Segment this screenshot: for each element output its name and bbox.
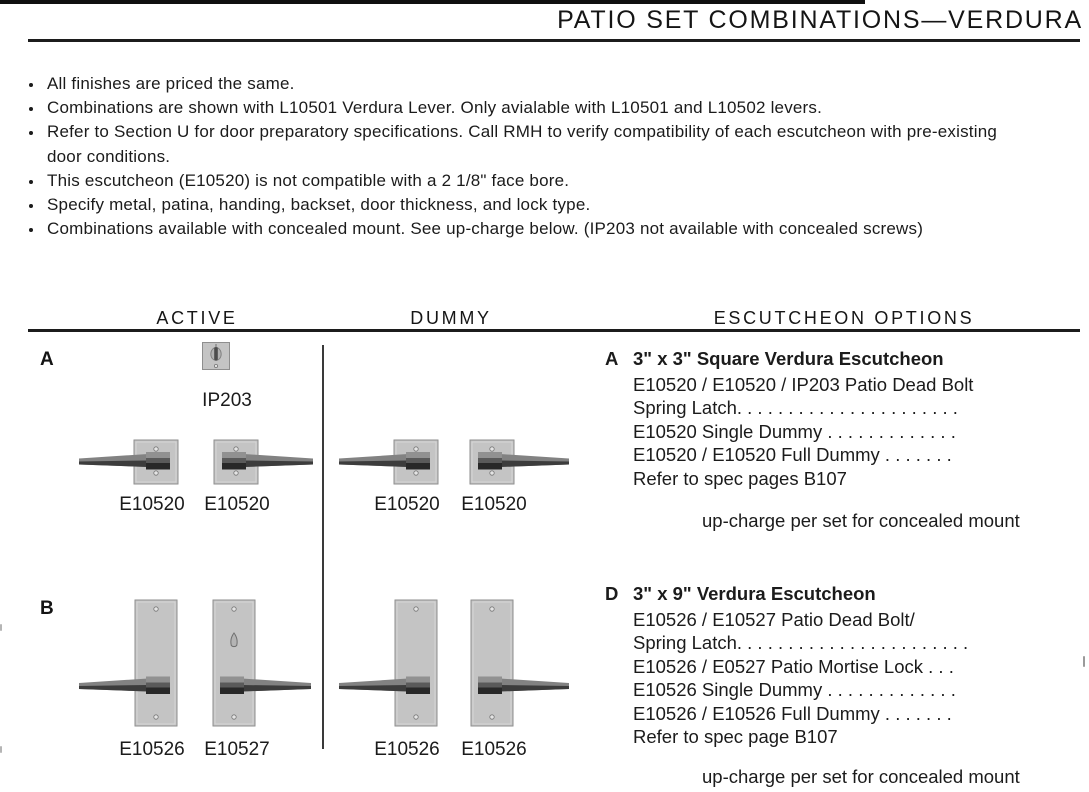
table-header-rule [28,329,1080,332]
scan-artifact [0,746,2,753]
upcharge-note: up-charge per set for concealed mount [702,765,1020,787]
screw-icon [490,607,494,611]
note-item: • Combinations available with concealed mount. See up-charge below. (IP203 not available with concealed screws) [44,217,1019,241]
row-label-b: B [40,598,54,619]
row-label-a: A [40,349,54,370]
options-line: E10526 / E0527 Patio Mortise Lock . . . [633,655,954,677]
note-item: • This escutcheon (E10520) is not compatible with a 2 1/8" face bore. [44,169,1019,193]
options-line: Spring Latch. . . . . . . . . . . . . . . . . . . . . . [633,397,958,418]
note-item: • All finishes are priced the same. [44,72,1019,96]
hardware-label: E10526 [461,739,527,760]
screw-icon [234,447,238,451]
tall-escutcheon-lever-right-keyhole-graphic [111,599,311,727]
screw-icon [234,471,238,475]
hardware-label: E10520 [204,494,270,515]
options-line: Refer to spec page B107 [633,726,838,747]
screw-icon [490,471,494,475]
options-line: E10520 / E10520 Full Dummy . . . . . . . [633,444,952,465]
active-dummy-divider [322,345,324,749]
options-line: Refer to spec pages B107 [633,467,847,489]
column-header-dummy: DUMMY [410,308,492,328]
hardware-label: E10526 [119,739,185,760]
options-title: 3" x 3" Square Verdura Escutcheon [633,348,944,369]
column-header-active: ACTIVE [156,308,238,328]
hardware-label-ip203: IP203 [202,390,252,411]
screw-icon [232,607,236,611]
options-line: E10526 / E10527 Patio Dead Bolt/ [633,608,915,630]
hardware-label: E10526 [374,739,440,760]
screw-icon [214,364,217,367]
scan-artifact [0,624,2,631]
options-line: E10526 / E10526 Full Dummy . . . . . . . [633,702,952,724]
options-line: E10526 Single Dummy . . . . . . . . . . . . . [633,679,956,700]
note-item: • Combinations are shown with L10501 Verdura Lever. Only avialable with L10501 and L10502 levers. [44,96,1019,120]
hardware-label: E10520 [461,494,527,515]
upcharge-note: up-charge per set for concealed mount [702,510,1020,531]
options-key: A [605,348,619,369]
options-title: 3" x 9" Verdura Escutcheon [633,583,876,604]
notes-list [30,72,1019,241]
page-title: PATIO SET COMBINATIONS—VERDURA [557,6,1083,34]
screw-icon [490,715,494,719]
screw-icon [490,447,494,451]
hardware-label: E10527 [204,739,270,760]
options-block-d [605,582,1085,788]
scan-artifact [1083,656,1085,667]
options-line: E10520 Single Dummy . . . . . . . . . . . . . [633,420,956,442]
options-key: D [605,583,619,604]
note-item: • Specify metal, patina, handing, backset, door thickness, and lock type. [44,193,1019,217]
square-escutcheon-lever-right-graphic [113,436,313,486]
square-escutcheon-lever-right-graphic [369,436,569,486]
tall-escutcheon-lever-right-graphic [369,599,569,727]
hardware-label: E10520 [119,494,185,515]
screw-icon [232,715,236,719]
options-block-a [605,347,1085,533]
column-header-escutcheon-options: ESCUTCHEON OPTIONS [713,308,975,328]
top-rule [0,0,865,4]
title-rule [28,39,1080,42]
ip203-thumbturn-plate-graphic [202,342,230,370]
note-item: • Refer to Section U for door preparatory specifications. Call RMH to verify compatibility of each escutcheon with pre-existing door conditions. [44,120,1019,168]
options-line: E10520 / E10520 / IP203 Patio Dead Bolt [633,373,974,395]
options-line: Spring Latch. . . . . . . . . . . . . . . . . . . . . . . [633,632,969,653]
hardware-label: E10520 [374,494,440,515]
